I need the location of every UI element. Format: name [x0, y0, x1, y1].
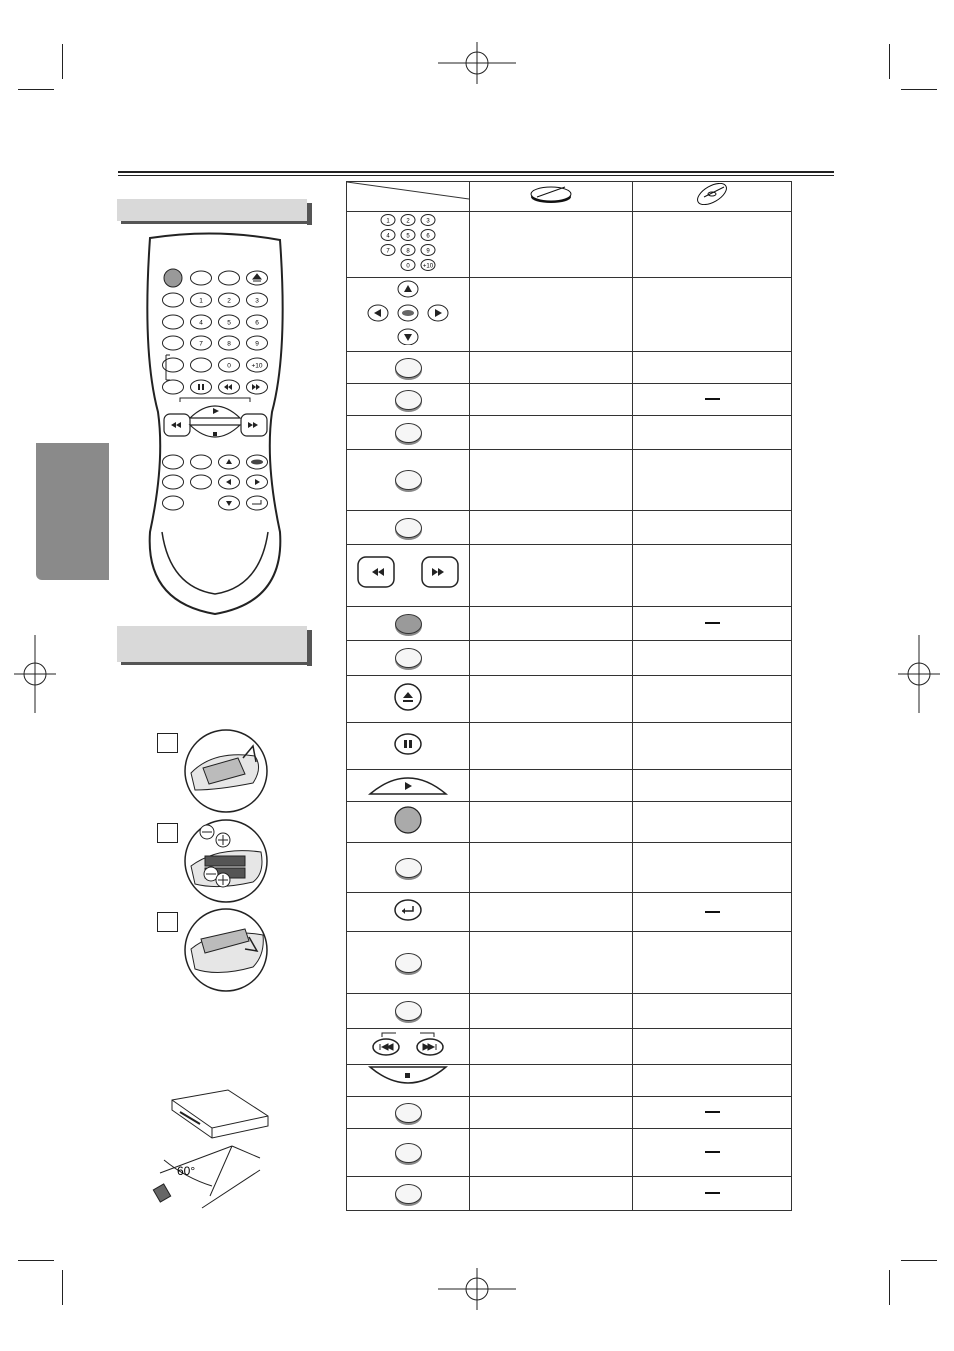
table-row	[347, 1177, 792, 1211]
cd-cell	[633, 893, 792, 932]
eject-icon	[393, 682, 423, 712]
cd-cell	[633, 994, 792, 1029]
cd-cell	[633, 1129, 792, 1177]
not-applicable-dash	[705, 1192, 720, 1194]
button-cell	[347, 770, 470, 802]
table-row	[347, 384, 792, 416]
table-row	[347, 1129, 792, 1177]
dvd-cell	[470, 416, 633, 450]
stop-icon	[368, 1065, 448, 1091]
button-cell	[347, 511, 470, 545]
table-row	[347, 416, 792, 450]
button-cell	[347, 893, 470, 932]
oval-button-icon	[395, 1143, 422, 1163]
oval-button-icon	[395, 470, 422, 490]
dvd-cell	[470, 641, 633, 676]
svg-text:4: 4	[199, 319, 203, 327]
registration-mark-left	[14, 635, 56, 713]
table-row	[347, 278, 792, 352]
oval-button-icon	[395, 358, 422, 378]
registration-mark-bottom	[438, 1268, 516, 1310]
button-cell	[347, 932, 470, 994]
svg-text:+10: +10	[251, 362, 263, 370]
svg-text:1: 1	[199, 297, 203, 305]
svg-text:2: 2	[406, 218, 410, 225]
cd-cell	[633, 384, 792, 416]
table-row	[347, 1065, 792, 1097]
cd-cell	[633, 511, 792, 545]
button-cell	[347, 802, 470, 843]
oval-button-icon	[395, 518, 422, 538]
dvd-cell	[470, 1097, 633, 1129]
play-icon	[368, 770, 448, 796]
cd-cell	[633, 676, 792, 723]
oval-button-icon	[395, 648, 422, 668]
table-row	[347, 770, 792, 802]
number-keys-icon	[368, 212, 448, 272]
cd-cell	[633, 607, 792, 641]
cd-cell	[633, 1097, 792, 1129]
return-icon	[393, 898, 423, 922]
svg-text:7: 7	[199, 340, 203, 348]
header-diagonal-cell	[347, 182, 470, 212]
dvd-cell	[470, 545, 633, 607]
table-row	[347, 994, 792, 1029]
button-cell	[347, 641, 470, 676]
svg-text:2: 2	[227, 297, 231, 305]
oval-button-icon	[395, 1001, 422, 1021]
svg-text:+10: +10	[422, 263, 434, 270]
oval-button-icon	[395, 390, 422, 410]
cd-cell	[633, 1065, 792, 1097]
cd-cell	[633, 416, 792, 450]
svg-text:6: 6	[255, 319, 259, 327]
not-applicable-dash	[705, 911, 720, 913]
dvd-cell	[470, 450, 633, 511]
pause-icon	[393, 732, 423, 756]
dvd-cell	[470, 352, 633, 384]
remote-range-diagram	[150, 1088, 280, 1213]
table-row	[347, 676, 792, 723]
dvd-cell	[470, 384, 633, 416]
arrow-keys-icon	[358, 279, 458, 345]
svg-text:8: 8	[227, 340, 231, 348]
table-row	[347, 1029, 792, 1065]
button-cell	[347, 607, 470, 641]
svg-text:0: 0	[406, 263, 410, 270]
dvd-cell	[470, 278, 633, 352]
side-tab	[36, 443, 109, 580]
button-cell	[347, 384, 470, 416]
button-cell	[347, 676, 470, 723]
not-applicable-dash	[705, 622, 720, 624]
table-row	[347, 723, 792, 770]
dvd-cell	[470, 723, 633, 770]
cd-cell	[633, 932, 792, 994]
table-row	[347, 607, 792, 641]
not-applicable-dash	[705, 1151, 720, 1153]
button-cell	[347, 1065, 470, 1097]
oval-button-icon	[395, 953, 422, 973]
not-applicable-dash	[705, 398, 720, 400]
oval-button-icon	[395, 1184, 422, 1204]
remote-control-illustration	[140, 232, 290, 617]
cd-cell	[633, 802, 792, 843]
battery-insert-icon	[183, 818, 269, 904]
cd-cell	[633, 723, 792, 770]
cd-cell	[633, 770, 792, 802]
button-cell	[347, 212, 470, 278]
step-number-box	[157, 823, 178, 843]
table-row	[347, 893, 792, 932]
button-function-table	[346, 181, 792, 1211]
button-cell	[347, 545, 470, 607]
cd-cell	[633, 450, 792, 511]
step-number-box	[157, 733, 178, 753]
button-cell	[347, 278, 470, 352]
table-row	[347, 641, 792, 676]
button-cell	[347, 1029, 470, 1065]
button-cell	[347, 416, 470, 450]
grey-oval-button-icon	[395, 614, 422, 634]
button-cell	[347, 450, 470, 511]
oval-button-icon	[395, 423, 422, 443]
dvd-cell	[470, 212, 633, 278]
battery-cover-close-icon	[183, 907, 269, 993]
button-cell	[347, 843, 470, 893]
cd-cell	[633, 545, 792, 607]
header-rule	[118, 171, 834, 173]
cd-disc-icon	[690, 183, 734, 205]
battery-cover-open-icon	[183, 728, 269, 814]
svg-text:4: 4	[386, 233, 390, 240]
dvd-disc-icon	[529, 183, 573, 205]
dvd-cell	[470, 770, 633, 802]
mini-remote-icon	[153, 1184, 170, 1202]
svg-text:5: 5	[406, 233, 410, 240]
svg-text:8: 8	[406, 248, 410, 255]
power-icon	[393, 805, 423, 835]
svg-text:9: 9	[255, 340, 259, 348]
table-row	[347, 932, 792, 994]
table-row	[347, 802, 792, 843]
oval-button-icon	[395, 1103, 422, 1123]
dvd-cell	[470, 511, 633, 545]
cd-cell	[633, 843, 792, 893]
table-row	[347, 212, 792, 278]
not-applicable-dash	[705, 1111, 720, 1113]
svg-text:3: 3	[426, 218, 430, 225]
cd-cell	[633, 1177, 792, 1211]
cd-cell	[633, 641, 792, 676]
oval-button-icon	[395, 858, 422, 878]
button-cell	[347, 994, 470, 1029]
svg-text:7: 7	[386, 248, 390, 255]
svg-text:5: 5	[227, 319, 231, 327]
svg-text:0: 0	[227, 362, 231, 370]
table-header-row	[347, 182, 792, 212]
step-number-box	[157, 912, 178, 932]
dvd-cell	[470, 676, 633, 723]
svg-text:3: 3	[255, 297, 259, 305]
dvd-cell	[470, 1129, 633, 1177]
header-dvd	[470, 182, 633, 212]
svg-text:6: 6	[426, 233, 430, 240]
svg-text:9: 9	[426, 248, 430, 255]
section-title-bar-remote	[117, 199, 307, 221]
skip-icon	[370, 1031, 446, 1057]
rewind-ffwd-icon	[354, 553, 462, 593]
table-row	[347, 450, 792, 511]
dvd-cell	[470, 932, 633, 994]
table-row	[347, 511, 792, 545]
dvd-cell	[470, 1065, 633, 1097]
dvd-cell	[470, 1177, 633, 1211]
dvd-cell	[470, 893, 633, 932]
button-cell	[347, 1097, 470, 1129]
header-cd	[633, 182, 792, 212]
table-row	[347, 545, 792, 607]
dvd-cell	[470, 607, 633, 641]
dvd-cell	[470, 994, 633, 1029]
button-cell	[347, 1129, 470, 1177]
table-row	[347, 1097, 792, 1129]
cd-cell	[633, 1029, 792, 1065]
button-cell	[347, 723, 470, 770]
table-row	[347, 352, 792, 384]
registration-mark-right	[898, 635, 940, 713]
registration-mark-top	[438, 42, 516, 84]
svg-text:1: 1	[386, 218, 390, 225]
button-cell	[347, 1177, 470, 1211]
dvd-cell	[470, 1029, 633, 1065]
dvd-cell	[470, 802, 633, 843]
button-cell	[347, 352, 470, 384]
header-rule-thin	[118, 175, 834, 176]
dvd-cell	[470, 843, 633, 893]
cd-cell	[633, 278, 792, 352]
cd-cell	[633, 212, 792, 278]
angle-label: 60°	[177, 1164, 196, 1178]
table-row	[347, 843, 792, 893]
cd-cell	[633, 352, 792, 384]
section-title-bar-batteries	[117, 626, 307, 662]
